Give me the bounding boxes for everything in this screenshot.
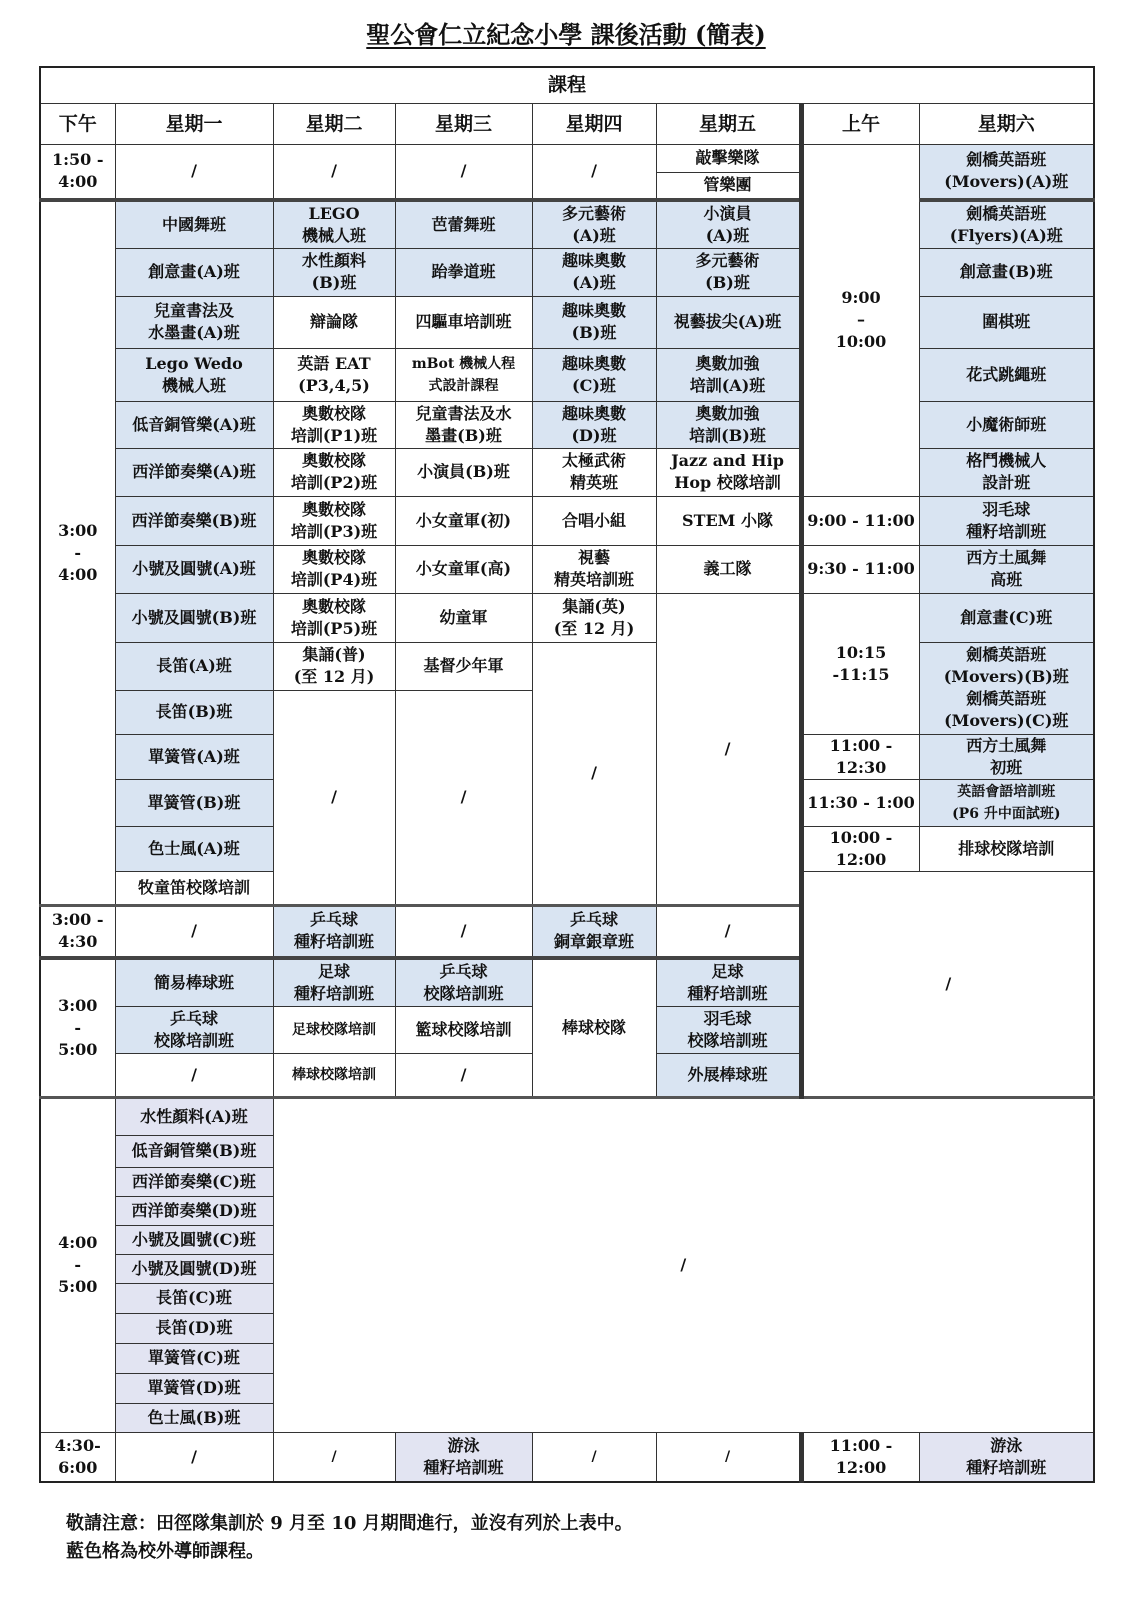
- activity-cell: 幼童軍: [395, 593, 532, 642]
- notes: [66, 1510, 633, 1566]
- activity-cell: 色士風(B)班: [115, 1403, 273, 1432]
- activity-cell: 單簧管(D)班: [115, 1373, 273, 1403]
- activity-cell: 兒童書法及 水墨畫(A)班: [115, 296, 273, 348]
- activity-cell: 創意畫(B)班: [919, 248, 1094, 296]
- empty-cell: /: [532, 144, 656, 200]
- activity-cell: 外展棒球班: [656, 1053, 801, 1097]
- activity-cell: 小魔術師班: [919, 401, 1094, 448]
- empty-cell: /: [115, 1432, 273, 1482]
- activity-cell: 低音銅管樂(B)班: [115, 1135, 273, 1167]
- activity-cell: 四驅車培訓班: [395, 296, 532, 348]
- activity-cell: STEM 小隊: [656, 496, 801, 545]
- activity-cell: 單簧管(A)班: [115, 734, 273, 779]
- activity-cell: Jazz and Hip Hop 校隊培訓: [656, 448, 801, 496]
- activity-cell: 趣味奧數 (D)班: [532, 401, 656, 448]
- schedule-table: [39, 66, 1095, 1483]
- activity-cell: 合唱小組: [532, 496, 656, 545]
- activity-cell: 小女童軍(高): [395, 545, 532, 593]
- activity-cell: 西方土風舞 初班: [919, 734, 1094, 779]
- activity-cell: 長笛(A)班: [115, 642, 273, 690]
- activity-cell: 單簧管(C)班: [115, 1343, 273, 1373]
- activity-cell: 劍橋英語班 (Flyers)(A)班: [919, 200, 1094, 248]
- empty-cell: /: [656, 905, 801, 958]
- mon-header: 星期一: [115, 103, 273, 144]
- activity-cell: 奧數校隊 培訓(P2)班: [273, 448, 395, 496]
- sat-time-label: 10:15 -11:15: [801, 593, 919, 734]
- empty-cell: /: [801, 871, 1094, 1097]
- course-header: 課程: [40, 67, 1094, 103]
- thu-header: 星期四: [532, 103, 656, 144]
- activity-cell: 管樂團: [656, 172, 801, 200]
- activity-cell: 奧數校隊 培訓(P3)班: [273, 496, 395, 545]
- activity-cell: 多元藝術 (B)班: [656, 248, 801, 296]
- sat-time-label: 10:00 - 12:00: [801, 826, 919, 871]
- activity-cell: 奧數校隊 培訓(P5)班: [273, 593, 395, 642]
- activity-cell: 小號及圓號(A)班: [115, 545, 273, 593]
- am-header: 上午: [801, 103, 919, 144]
- activity-cell: 奧數加強 培訓(B)班: [656, 401, 801, 448]
- activity-cell: 圍棋班: [919, 296, 1094, 348]
- activity-cell: 西洋節奏樂(C)班: [115, 1167, 273, 1196]
- activity-cell: 西洋節奏樂(B)班: [115, 496, 273, 545]
- activity-cell: Lego Wedo 機械人班: [115, 348, 273, 401]
- activity-cell: 長笛(C)班: [115, 1283, 273, 1313]
- activity-cell: 小演員(B)班: [395, 448, 532, 496]
- activity-cell: 劍橋英語班 (Movers)(A)班: [919, 144, 1094, 200]
- activity-cell: 長笛(B)班: [115, 690, 273, 734]
- activity-cell: 花式跳繩班: [919, 348, 1094, 401]
- activity-cell: 足球 種籽培訓班: [273, 958, 395, 1006]
- empty-cell: /: [273, 144, 395, 200]
- activity-cell: 西洋節奏樂(A)班: [115, 448, 273, 496]
- sat-time-label: 9:00 – 10:00: [801, 144, 919, 496]
- note-line: 敬請注意：田徑隊集訓於 9 月至 10 月期間進行，並沒有列於上表中。: [66, 1513, 633, 1534]
- activity-cell: 辯論隊: [273, 296, 395, 348]
- activity-cell: 趣味奧數 (C)班: [532, 348, 656, 401]
- sat-header: 星期六: [919, 103, 1094, 144]
- activity-cell: 劍橋英語班 (Movers)(B)班 劍橋英語班 (Movers)(C)班: [919, 642, 1094, 734]
- activity-cell: 足球 種籽培訓班: [656, 958, 801, 1006]
- activity-cell: 小演員 (A)班: [656, 200, 801, 248]
- activity-cell: 敲擊樂隊: [656, 144, 801, 172]
- activity-cell: 牧童笛校隊培訓: [115, 871, 273, 905]
- empty-cell: /: [115, 1053, 273, 1097]
- empty-cell: /: [395, 690, 532, 905]
- activity-cell: 視藝 精英培訓班: [532, 545, 656, 593]
- activity-cell: 基督少年軍: [395, 642, 532, 690]
- empty-cell: /: [395, 144, 532, 200]
- empty-cell: /: [115, 905, 273, 958]
- activity-cell: 小號及圓號(D)班: [115, 1254, 273, 1283]
- empty-cell: /: [273, 1097, 1094, 1432]
- pm-header: 下午: [40, 103, 115, 144]
- time-label: 1:50 - 4:00: [40, 144, 115, 200]
- activity-cell: 低音銅管樂(A)班: [115, 401, 273, 448]
- activity-cell: 簡易棒球班: [115, 958, 273, 1006]
- wed-header: 星期三: [395, 103, 532, 144]
- sat-time-label: 9:30 - 11:00: [801, 545, 919, 593]
- activity-cell: 奧數校隊 培訓(P4)班: [273, 545, 395, 593]
- sat-time-label: 9:00 - 11:00: [801, 496, 919, 545]
- activity-cell: 乒乓球 校隊培訓班: [395, 958, 532, 1006]
- note-line: 藍色格為校外導師課程。: [66, 1541, 264, 1562]
- empty-cell: /: [532, 1432, 656, 1482]
- activity-cell: 色士風(A)班: [115, 826, 273, 871]
- activity-cell: 創意畫(C)班: [919, 593, 1094, 642]
- empty-cell: /: [115, 144, 273, 200]
- activity-cell: 格鬥機械人 設計班: [919, 448, 1094, 496]
- activity-cell: 水性顏料(A)班: [115, 1097, 273, 1135]
- activity-cell: 創意畫(A)班: [115, 248, 273, 296]
- empty-cell: /: [395, 1053, 532, 1097]
- activity-cell: 集誦(英) (至 12 月): [532, 593, 656, 642]
- activity-cell: 多元藝術 (A)班: [532, 200, 656, 248]
- activity-cell: 游泳 種籽培訓班: [395, 1432, 532, 1482]
- page-title: 聖公會仁立紀念小學 課後活動 (簡表): [366, 20, 766, 49]
- activity-cell: 英語 EAT (P3,4,5): [273, 348, 395, 401]
- activity-cell: 排球校隊培訓: [919, 826, 1094, 871]
- time-label: 4:30- 6:00: [40, 1432, 115, 1482]
- activity-cell: 長笛(D)班: [115, 1313, 273, 1343]
- time-label: 4:00 - 5:00: [40, 1097, 115, 1432]
- activity-cell: 羽毛球 校隊培訓班: [656, 1006, 801, 1053]
- activity-cell: LEGO 機械人班: [273, 200, 395, 248]
- tue-header: 星期二: [273, 103, 395, 144]
- activity-cell: 趣味奧數 (A)班: [532, 248, 656, 296]
- activity-cell: 乒乓球 銅章銀章班: [532, 905, 656, 958]
- empty-cell: /: [273, 1432, 395, 1482]
- activity-cell: 中國舞班: [115, 200, 273, 248]
- activity-cell: mBot 機械人程 式設計課程: [395, 348, 532, 401]
- activity-cell: 兒童書法及水 墨畫(B)班: [395, 401, 532, 448]
- empty-cell: /: [656, 1432, 801, 1482]
- activity-cell: 單簧管(B)班: [115, 779, 273, 826]
- activity-cell: 奧數加強 培訓(A)班: [656, 348, 801, 401]
- activity-cell: 太極武術 精英班: [532, 448, 656, 496]
- sat-time-label: 11:00 - 12:00: [801, 1432, 919, 1482]
- activity-cell: 羽毛球 種籽培訓班: [919, 496, 1094, 545]
- activity-cell: 奧數校隊 培訓(P1)班: [273, 401, 395, 448]
- activity-cell: 棒球校隊培訓: [273, 1053, 395, 1097]
- activity-cell: 籃球校隊培訓: [395, 1006, 532, 1053]
- activity-cell: 游泳 種籽培訓班: [919, 1432, 1094, 1482]
- activity-cell: 小號及圓號(B)班: [115, 593, 273, 642]
- empty-cell: /: [656, 593, 801, 905]
- empty-cell: /: [532, 642, 656, 905]
- activity-cell: 集誦(普) (至 12 月): [273, 642, 395, 690]
- time-label: 3:00 - 5:00: [40, 958, 115, 1097]
- fri-header: 星期五: [656, 103, 801, 144]
- activity-cell: 乒乓球 校隊培訓班: [115, 1006, 273, 1053]
- activity-cell: 乒乓球 種籽培訓班: [273, 905, 395, 958]
- activity-cell: 芭蕾舞班: [395, 200, 532, 248]
- empty-cell: /: [395, 905, 532, 958]
- activity-cell: 視藝拔尖(A)班: [656, 296, 801, 348]
- empty-cell: /: [273, 690, 395, 905]
- activity-cell: 小女童軍(初): [395, 496, 532, 545]
- time-label: 3:00 - 4:30: [40, 905, 115, 958]
- activity-cell: 義工隊: [656, 545, 801, 593]
- activity-cell: 足球校隊培訓: [273, 1006, 395, 1053]
- activity-cell: 趣味奧數 (B)班: [532, 296, 656, 348]
- activity-cell: 英語會語培訓班 (P6 升中面試班): [919, 779, 1094, 826]
- time-label: 3:00 - 4:00: [40, 200, 115, 905]
- activity-cell: 跆拳道班: [395, 248, 532, 296]
- sat-time-label: 11:30 - 1:00: [801, 779, 919, 826]
- activity-cell: 水性顏料 (B)班: [273, 248, 395, 296]
- activity-cell: 棒球校隊: [532, 958, 656, 1097]
- activity-cell: 西洋節奏樂(D)班: [115, 1196, 273, 1225]
- activity-cell: 西方土風舞 高班: [919, 545, 1094, 593]
- activity-cell: 小號及圓號(C)班: [115, 1225, 273, 1254]
- sat-time-label: 11:00 - 12:30: [801, 734, 919, 779]
